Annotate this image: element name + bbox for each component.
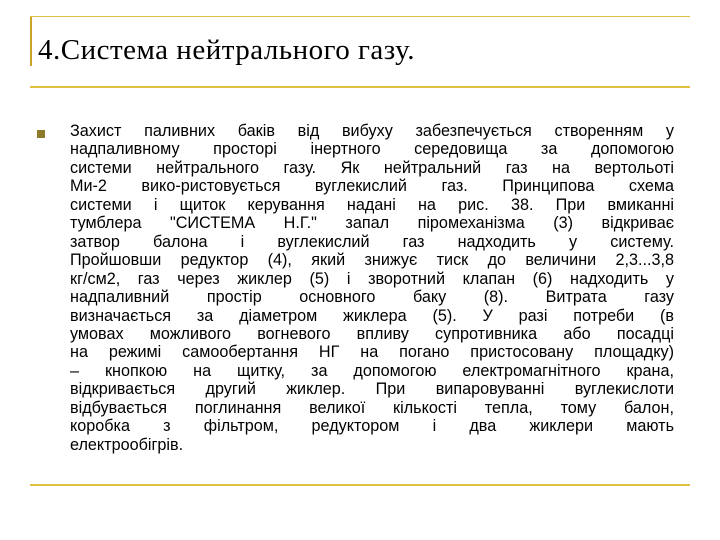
paragraph-line: системи і щиток керування надані на рис. 38. При вмиканні [70,195,674,214]
paragraph-line: визначається за діаметром жиклера (5). У разі потреби (в [70,306,674,325]
paragraph-line: Пройшовши редуктор (4), який знижує тиск до величини 2,3...3,8 [70,251,674,270]
paragraph-line: системи нейтрального газу. Як нейтральний газ на вертольоті [70,158,674,177]
paragraph-line: електрообігрів. [70,435,184,454]
paragraph-line: Ми-2 вико-ристовується вуглекислий газ. Принципова схема [70,177,674,196]
body-paragraph [70,122,674,454]
paragraph-line: – кнопкою на щитку, за допомогою електромагнітного крана, [70,361,674,380]
top-rule [30,16,690,17]
paragraph-line: надпаливному просторі інертного середовища за допомогою [70,140,674,159]
paragraph-line: затвор балона і вуглекислий газ надходить у систему. [70,232,674,251]
paragraph-line: відкривається другий жиклер. При випаровуванні вуглекислоти [70,380,674,399]
paragraph-line: на режимі самообертання НГ на погано пристосовану площадку) [70,343,674,362]
title-underline-rule [30,86,690,88]
paragraph-line: надпаливний простір основного баку (8). Витрата газу [70,288,674,307]
paragraph-line: умовах можливого вогневого впливу супротивника або посадці [70,324,674,343]
bullet-square-icon [37,130,45,138]
paragraph-line: тумблера "СИСТЕМА Н.Г." запал піромеханізма (3) відкриває [70,214,674,233]
title-accent-line [30,16,32,66]
paragraph-line: Захист паливних баків від вибуху забезпечується створенням у [70,122,674,140]
paragraph-line: відбувається поглинання великої кількості тепла, тому балон, [70,398,674,417]
slide-title: 4.Система нейтрального газу. [38,34,415,66]
bottom-rule [30,484,690,486]
paragraph-line: кг/см2, газ через жиклер (5) і зворотний клапан (6) надходить у [70,269,674,288]
paragraph-line: коробка з фільтром, редуктором і два жиклери мають [70,417,674,436]
